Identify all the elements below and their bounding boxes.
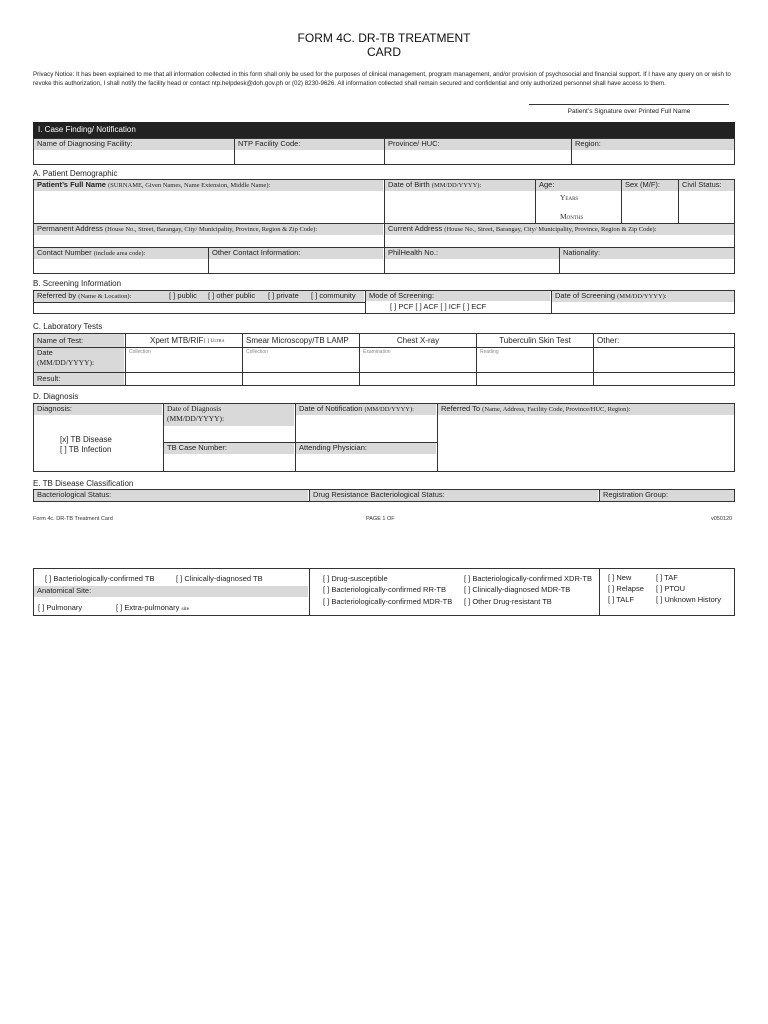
label-dob: Date of Birth (MM/DD/YYYY): (385, 180, 535, 191)
test-tst: Tuberculin Skin Test (499, 336, 571, 345)
checkbox-bc-xdr-tb[interactable]: [ ] Bacteriologically-confirmed XDR-TB (464, 574, 592, 583)
checkbox-clinically-diagnosed[interactable]: [ ] Clinically-diagnosed TB (176, 574, 263, 583)
result-cxr-field[interactable] (360, 373, 475, 385)
contact-number-field[interactable] (35, 260, 207, 273)
sex-field[interactable] (623, 192, 677, 222)
date-smear-field[interactable] (243, 356, 358, 371)
label-tb-case-number: TB Case Number: (164, 443, 294, 454)
checkbox-bc-mdr-tb[interactable]: [ ] Bacteriologically-confirmed MDR-TB (323, 597, 453, 606)
label-result: Result: (34, 373, 124, 385)
form-title-line2: CARD (366, 45, 401, 59)
ntp-code-field[interactable] (236, 151, 383, 164)
other-contact-field[interactable] (210, 260, 383, 273)
hint-reading: Reading (480, 349, 499, 355)
label-name-of-test: Name of Test: (34, 334, 124, 347)
option-new[interactable]: New (616, 573, 632, 582)
label-province: Province/ HUC: (385, 139, 571, 150)
section-d-title: D. Diagnosis (33, 392, 79, 401)
checkbox-tb-infection[interactable]: [ ] TB Infection (60, 445, 112, 454)
label-anatomical-site: Anatomical Site: (34, 586, 308, 597)
date-tst-field[interactable] (477, 356, 592, 371)
label-full-name: Patient’s Full Name (SURNAME, Given Names, Name Extension, Middle Name): (34, 180, 383, 191)
label-current-address: Current Address (House No., Street, Barangay, City/ Municipality, Province, Region & Zip Code): (385, 224, 734, 235)
referred-to-field[interactable] (439, 416, 734, 471)
province-field[interactable] (386, 151, 570, 164)
form-title: FORM 4C. DR-TB TREATMENT (297, 31, 471, 45)
checkbox-community[interactable]: [ ] community (311, 291, 356, 300)
label-drug-resistance: Drug Resistance Bacteriological Status: (310, 490, 598, 501)
civil-status-field[interactable] (680, 192, 734, 222)
label-other-contact: Other Contact Information: (209, 248, 383, 259)
hint-examination: Examination (363, 349, 391, 355)
section-e-title: E. TB Disease Classification (33, 479, 134, 488)
checkbox-ultra[interactable]: [ ] Ultra (204, 338, 225, 344)
date-of-notification-field[interactable] (297, 416, 436, 441)
date-other-field[interactable] (594, 348, 734, 371)
section-a-title: A. Patient Demographic (33, 169, 118, 178)
registration-group-col2[interactable]: [ ] TAF [ ] PTOU [ ] Unknown History (656, 573, 722, 604)
option-ptou[interactable]: PTOU (664, 584, 686, 593)
result-tst-field[interactable] (477, 373, 592, 385)
age-months-label: Months (560, 212, 584, 221)
permanent-address-field[interactable] (35, 236, 383, 246)
label-bacteriological-status: Bacteriological Status: (34, 490, 308, 501)
test-smear: Smear Microscopy/TB LAMP (246, 336, 349, 345)
result-smear-field[interactable] (243, 373, 358, 385)
label-mode-of-screening: Mode of Screening: (366, 291, 550, 301)
label-date-of-screening: Date of Screening (MM/DD/YYYY): (552, 291, 734, 302)
test-other: Other: (597, 336, 620, 345)
label-date-of-notification: Date of Notification (MM/DD/YYYY): (296, 404, 436, 415)
attending-physician-field[interactable] (297, 455, 436, 471)
checkbox-drug-susceptible[interactable]: [ ] Drug-susceptible (323, 574, 388, 583)
label-contact-number: Contact Number (include area code): (34, 248, 208, 259)
label-region: Region: (572, 139, 734, 150)
option-taf[interactable]: TAF (664, 573, 678, 582)
checkbox-public[interactable]: [ ] public (169, 291, 197, 300)
referred-by-field[interactable] (35, 303, 364, 313)
checkbox-private[interactable]: [ ] private (268, 291, 299, 300)
region-field[interactable] (573, 151, 733, 164)
dob-field[interactable] (386, 192, 534, 222)
result-xpert-field[interactable] (126, 373, 241, 385)
option-unknown-history[interactable]: Unknown History (664, 595, 722, 604)
label-referred-to: Referred To (Name, Address, Facility Code, Province/HUC, Region): (438, 404, 734, 415)
checkbox-bacteriologically-confirmed[interactable]: [ ] Bacteriologically-confirmed TB (45, 574, 155, 583)
nationality-field[interactable] (561, 260, 734, 273)
age-field[interactable] (537, 192, 559, 222)
footer-version: v050120 (711, 516, 733, 522)
hint-collection-smear: Collection (246, 349, 268, 355)
option-talf[interactable]: TALF (616, 595, 634, 604)
date-of-screening-field[interactable] (553, 303, 734, 313)
label-date: Date (MM/DD/YYYY): (34, 348, 124, 372)
label-age: Age: (536, 180, 621, 191)
current-address-field[interactable] (386, 236, 734, 246)
checkbox-other-public[interactable]: [ ] other public (208, 291, 256, 300)
footer-form-name: Form 4c. DR-TB Treatment Card (33, 516, 113, 522)
date-xpert-field[interactable] (126, 356, 241, 371)
label-ntp-code: NTP Facility Code: (235, 139, 384, 150)
label-permanent-address: Permanent Address (House No., Street, Barangay, City/ Municipality, Province, Region & Zip Code): (34, 224, 383, 235)
hint-collection-xpert: Collection (129, 349, 151, 355)
option-relapse[interactable]: Relapse (616, 584, 644, 593)
label-attending-physician: Attending Physician: (296, 443, 436, 454)
full-name-field[interactable] (35, 192, 383, 222)
label-referred-by: Referred by (Name & Location): (34, 291, 364, 302)
date-of-diagnosis-field[interactable] (165, 427, 294, 441)
test-xpert: Xpert MTB/RIF (150, 336, 204, 345)
footer-page-number: PAGE 1 OF (366, 516, 395, 522)
privacy-notice: Privacy Notice: It has been explained to me that all information collected in this form shall only be used for the purposes of clinical management, program management, and/or provision of psychosocial and financial support. If I have any query on or wish to revoke this authorization, I shall notify the facility head or contact ntp.helpdesk@doh.gov.ph or (02) 8230-9626. All information collected shall remain secured and confidential and only authorized personnel shall have access to them. (33, 71, 731, 87)
date-cxr-field[interactable] (360, 356, 475, 371)
tb-case-number-field[interactable] (165, 455, 294, 471)
checkbox-pulmonary[interactable]: [ ] Pulmonary (38, 603, 83, 612)
checkbox-bc-rr-tb[interactable]: [ ] Bacteriologically-confirmed RR-TB (323, 585, 446, 594)
label-diagnosis: Diagnosis: (34, 404, 162, 415)
registration-group-col1[interactable]: [ ] New [ ] Relapse [ ] TALF (608, 573, 644, 604)
mode-of-screening-options[interactable]: [ ] PCF [ ] ACF [ ] ICF [ ] ECF (390, 302, 487, 311)
diagnosing-facility-field[interactable] (35, 151, 233, 164)
checkbox-tb-disease[interactable]: [x] TB Disease (60, 435, 112, 444)
label-sex: Sex (M/F): (622, 180, 678, 191)
section-b-title: B. Screening Information (33, 279, 122, 288)
label-nationality: Nationality: (560, 248, 734, 259)
section-c-title: C. Laboratory Tests (33, 322, 103, 331)
checkbox-other-drug-resistant[interactable]: [ ] Other Drug-resistant TB (464, 597, 552, 606)
checkbox-cd-mdr-tb[interactable]: [ ] Clinically-diagnosed MDR-TB (464, 585, 571, 594)
result-other-field[interactable] (594, 373, 734, 385)
checkbox-extra-pulmonary[interactable]: [ ] Extra-pulmonary site (116, 603, 190, 612)
signature-line[interactable] (529, 104, 729, 105)
label-registration-group: Registration Group: (600, 490, 734, 501)
philhealth-field[interactable] (386, 260, 558, 273)
signature-label: Patient’s Signature over Printed Full Name (567, 108, 691, 115)
age-years-label: Years (560, 193, 579, 202)
section-case-finding-bar: I. Case Finding/ Notification (33, 122, 735, 138)
label-diagnosing-facility: Name of Diagnosing Facility: (34, 139, 234, 150)
test-chest-xray: Chest X-ray (396, 336, 440, 345)
label-civil-status: Civil Status: (679, 180, 734, 191)
label-philhealth: PhilHealth No.: (385, 248, 559, 259)
label-date-of-diagnosis: Date of Diagnosis (MM/DD/YYYY): (164, 404, 294, 426)
